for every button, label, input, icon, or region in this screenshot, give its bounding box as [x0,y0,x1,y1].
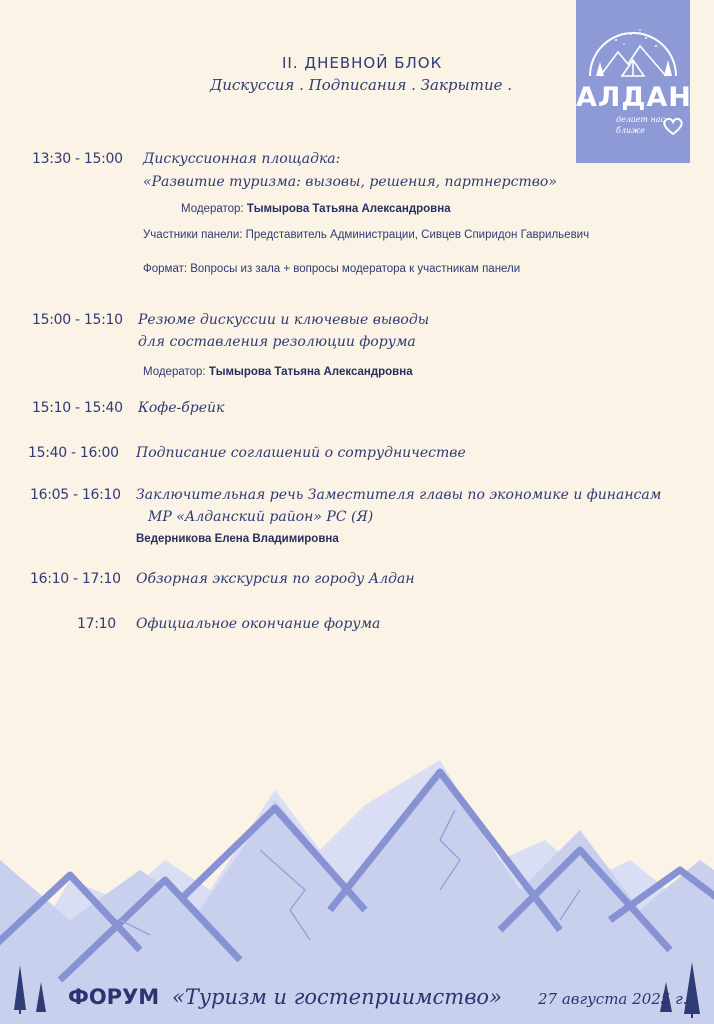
event-title: Кофе-брейк [138,400,225,416]
event-title: для составления резолюции форума [138,334,416,350]
event-title: Резюме дискуссии и ключевые выводы [138,312,430,328]
footer-forum-label: ФОРУМ [68,985,160,1009]
event-title: Дискуссионная площадка: [143,151,341,167]
logo-brand: АЛДАН [576,82,692,113]
mountains-illustration [0,750,714,1024]
moderator-label: Модератор: [181,203,244,215]
event-title: Подписание соглашений о сотрудничестве [136,445,466,461]
event-title: «Развитие туризма: вызовы, решения, партнерство» [143,174,557,190]
participants-line: Участники панели: Представитель Администрации, Сивцев Спиридон Гаврильевич [143,229,590,241]
moderator-line [143,366,413,378]
heart-icon [662,116,684,136]
time-slot: 13:30 - 15:00 [32,151,123,167]
moderator-name: Тымырова Татьяна Александровна [246,203,451,215]
format-line: Формат: Вопросы из зала + вопросы модератора к участникам панели [143,263,521,275]
block-title: II. ДНЕВНОЙ БЛОК [282,54,443,72]
time-slot: 15:40 - 16:00 [28,445,119,461]
footer-date: 27 августа 2025 г. [538,990,688,1008]
event-title: Заключительная речь Заместителя главы по экономике и финансам [136,487,662,503]
time-slot: 15:10 - 15:40 [32,400,123,416]
moderator-name: Тымырова Татьяна Александровна [208,366,413,378]
moderator-line [181,203,451,215]
logo-tagline: делает нас ближе [616,115,666,135]
time-slot: 15:00 - 15:10 [32,312,123,328]
time-slot: 16:10 - 17:10 [30,571,121,587]
moderator-label: Модератор: [143,366,206,378]
event-title: МР «Алданский район» РС (Я) [148,509,374,525]
time-slot: 17:10 [77,616,116,632]
block-subtitle: Дискуссия . Подписания . Закрытие . [210,76,513,94]
aldan-logo [576,0,690,163]
speaker-name: Ведерникова Елена Владимировна [136,533,339,545]
time-slot: 16:05 - 16:10 [30,487,121,503]
event-title: Обзорная экскурсия по городу Алдан [136,571,415,587]
event-title: Официальное окончание форума [136,616,381,632]
footer-forum-title: «Туризм и гостеприимство» [172,985,502,1009]
